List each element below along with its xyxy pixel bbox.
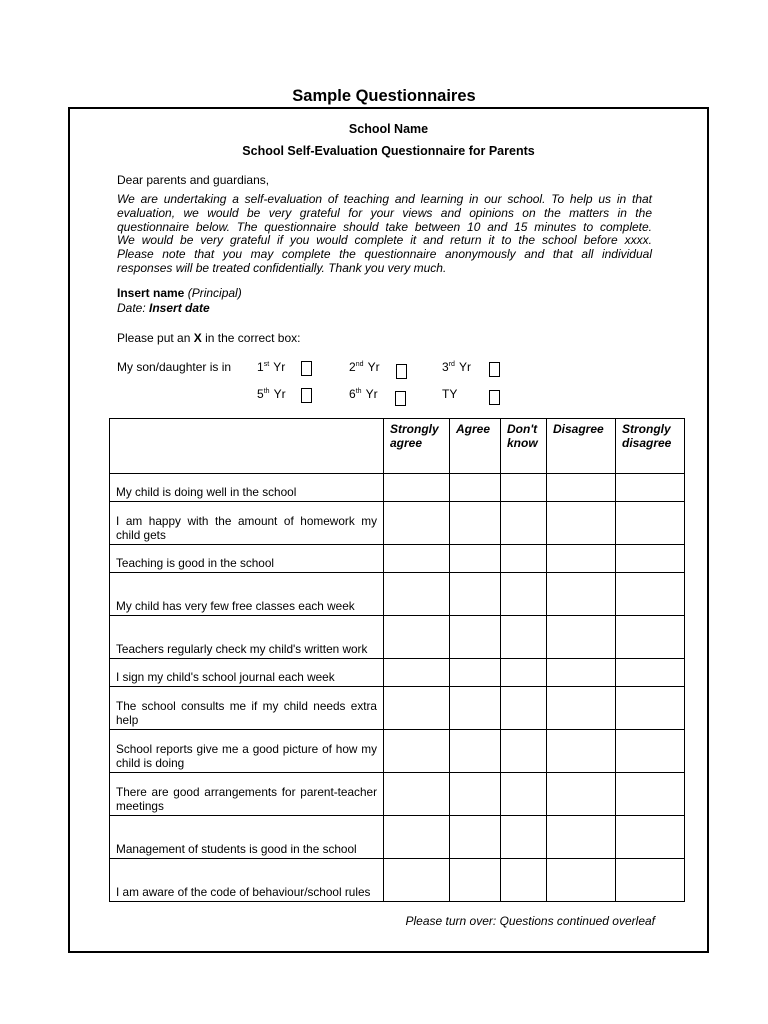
- year-num: 5: [257, 387, 264, 401]
- instruction-after: in the correct box:: [201, 331, 301, 345]
- response-cell[interactable]: [501, 859, 547, 902]
- response-cell[interactable]: [616, 573, 685, 616]
- column-header: Agree: [450, 419, 501, 474]
- year-num: TY: [442, 387, 458, 401]
- school-name: School Name: [348, 122, 429, 136]
- response-cell[interactable]: [384, 573, 450, 616]
- column-header: Strongly disagree: [616, 419, 685, 474]
- response-cell[interactable]: [547, 773, 616, 816]
- year-suffix: Yr: [362, 387, 378, 401]
- statement-cell: [110, 616, 384, 659]
- response-cell[interactable]: [501, 687, 547, 730]
- response-cell[interactable]: [501, 773, 547, 816]
- statement-text: The school consults me if my child needs extra help: [116, 699, 377, 727]
- statement-cell: [110, 545, 384, 573]
- intro-line: We would be very grateful if you would complete it and return it to the school before xxxx.: [117, 233, 652, 248]
- response-cell[interactable]: [384, 816, 450, 859]
- response-cell[interactable]: [384, 474, 450, 502]
- response-cell[interactable]: [450, 502, 501, 545]
- table-row: [110, 659, 685, 687]
- table-row: [110, 616, 685, 659]
- year-sup: st: [263, 361, 270, 368]
- table-row: [110, 573, 685, 616]
- year-num: 2: [349, 360, 356, 374]
- response-cell[interactable]: [616, 816, 685, 859]
- table-row: [110, 545, 685, 573]
- year-3-checkbox[interactable]: [489, 362, 500, 377]
- year-sup: nd: [355, 361, 364, 368]
- date-label: Date:: [117, 301, 150, 315]
- year-suffix: Yr: [270, 360, 286, 374]
- intro-line: questionnaire below. The questionnaire should take between 10 and 15 minutes to complete.: [117, 219, 652, 234]
- response-cell[interactable]: [616, 773, 685, 816]
- response-cell[interactable]: [501, 730, 547, 773]
- instruction: [117, 331, 300, 345]
- response-cell[interactable]: [384, 687, 450, 730]
- response-cell[interactable]: [450, 474, 501, 502]
- year-6-checkbox[interactable]: [395, 391, 406, 406]
- footer-note: Please turn over: Questions continued overleaf: [405, 914, 655, 928]
- year-option-5: [257, 387, 286, 401]
- year-option-2: [349, 360, 380, 374]
- date-value: Insert date: [149, 301, 210, 315]
- year-suffix: Yr: [455, 360, 472, 374]
- response-cell[interactable]: [616, 859, 685, 902]
- response-table: [109, 418, 685, 902]
- response-cell[interactable]: [450, 616, 501, 659]
- questionnaire-title: School Self-Evaluation Questionnaire for Parents: [242, 144, 535, 158]
- response-cell[interactable]: [616, 659, 685, 687]
- instruction-mark: X: [193, 331, 202, 345]
- response-cell[interactable]: [450, 730, 501, 773]
- response-cell[interactable]: [384, 773, 450, 816]
- table-header-row: [110, 419, 685, 474]
- table-row: [110, 859, 685, 902]
- intro-line: responses will be treated confidentially. Thank you very much.: [117, 260, 447, 275]
- statement-text: School reports give me a good picture of how my child is doing: [116, 742, 377, 770]
- column-header: Strongly agree: [384, 419, 450, 474]
- response-cell[interactable]: [547, 474, 616, 502]
- year-suffix: Yr: [270, 387, 286, 401]
- signature-name-bold: Insert name: [117, 286, 185, 300]
- response-cell[interactable]: [501, 816, 547, 859]
- intro-line: evaluation, we would be very grateful for your views and opinions on the matters in the: [117, 205, 652, 220]
- response-cell[interactable]: [547, 730, 616, 773]
- statement-text: My child has very few free classes each week: [116, 598, 355, 613]
- response-cell[interactable]: [450, 816, 501, 859]
- response-cell[interactable]: [547, 545, 616, 573]
- statement-text: Management of students is good in the school: [116, 841, 357, 856]
- response-cell[interactable]: [616, 687, 685, 730]
- statement-text: There are good arrangements for parent-teacher meetings: [116, 785, 377, 813]
- statement-cell: [110, 474, 384, 502]
- response-cell[interactable]: [450, 687, 501, 730]
- response-cell[interactable]: [384, 659, 450, 687]
- response-cell[interactable]: [547, 816, 616, 859]
- response-cell[interactable]: [501, 474, 547, 502]
- year-option-1: [257, 360, 285, 374]
- year-suffix: Yr: [364, 360, 380, 374]
- response-cell[interactable]: [450, 773, 501, 816]
- intro-paragraph: [117, 193, 652, 276]
- year-2-checkbox[interactable]: [396, 364, 407, 379]
- response-cell[interactable]: [616, 730, 685, 773]
- table-row: [110, 816, 685, 859]
- year-5-checkbox[interactable]: [301, 388, 312, 403]
- response-cell[interactable]: [384, 502, 450, 545]
- statement-cell: [110, 659, 384, 687]
- response-cell[interactable]: [501, 573, 547, 616]
- statement-cell: [110, 859, 384, 902]
- statement-cell: [110, 730, 384, 773]
- response-cell[interactable]: [547, 502, 616, 545]
- table-row: [110, 687, 685, 730]
- questionnaire-frame: [68, 107, 709, 953]
- response-cell[interactable]: [384, 545, 450, 573]
- response-cell[interactable]: [547, 859, 616, 902]
- statement-cell: [110, 773, 384, 816]
- year-option-6: [349, 387, 378, 401]
- response-cell[interactable]: [616, 474, 685, 502]
- year-option-ty: [442, 387, 457, 401]
- column-header: Disagree: [547, 419, 616, 474]
- intro-line: Please note that you may complete the questionnaire anonymously and that all individual: [117, 247, 652, 262]
- response-cell[interactable]: [450, 859, 501, 902]
- response-cell[interactable]: [384, 730, 450, 773]
- response-cell[interactable]: [547, 687, 616, 730]
- response-cell[interactable]: [501, 502, 547, 545]
- signature-role: (Principal): [184, 286, 242, 300]
- signature-name: [117, 286, 242, 300]
- year-sup: rd: [448, 361, 455, 368]
- salutation: Dear parents and guardians,: [117, 173, 270, 187]
- year-1-checkbox[interactable]: [301, 361, 312, 376]
- statement-text: I am happy with the amount of homework my child gets: [116, 514, 377, 542]
- response-cell[interactable]: [384, 859, 450, 902]
- statement-text: Teachers regularly check my child's written work: [116, 641, 368, 656]
- response-cell[interactable]: [616, 616, 685, 659]
- statement-cell: [110, 687, 384, 730]
- table-row: [110, 474, 685, 502]
- response-cell[interactable]: [501, 545, 547, 573]
- response-cell[interactable]: [501, 659, 547, 687]
- response-cell[interactable]: [450, 573, 501, 616]
- statement-cell: [110, 573, 384, 616]
- year-num: 3: [442, 360, 449, 374]
- statement-text: I sign my child's school journal each week: [116, 669, 335, 684]
- instruction-before: Please put an: [117, 331, 194, 345]
- page-title: Sample Questionnaires: [292, 87, 476, 105]
- year-label: My son/daughter is in: [117, 360, 232, 374]
- response-cell[interactable]: [450, 545, 501, 573]
- response-cell[interactable]: [547, 659, 616, 687]
- table-row: [110, 730, 685, 773]
- table-row: [110, 773, 685, 816]
- statement-cell: [110, 816, 384, 859]
- response-cell[interactable]: [547, 616, 616, 659]
- response-cell[interactable]: [616, 502, 685, 545]
- statement-cell: [110, 502, 384, 545]
- signature-date: [117, 301, 210, 315]
- response-cell[interactable]: [384, 616, 450, 659]
- year-num: 6: [349, 387, 356, 401]
- response-cell[interactable]: [547, 573, 616, 616]
- statement-text: My child is doing well in the school: [116, 484, 297, 499]
- year-sup: th: [355, 388, 362, 395]
- statement-text: I am aware of the code of behaviour/school rules: [116, 884, 371, 899]
- table-row: [110, 502, 685, 545]
- response-cell[interactable]: [450, 659, 501, 687]
- year-option-3: [442, 360, 471, 374]
- column-header: Don't know: [501, 419, 547, 474]
- year-sup: th: [263, 388, 270, 395]
- year-ty-checkbox[interactable]: [489, 390, 500, 405]
- year-num: 1: [257, 360, 264, 374]
- intro-line: We are undertaking a self-evaluation of teaching and learning in our school. To help us in that: [117, 192, 652, 206]
- statement-text: Teaching is good in the school: [116, 555, 275, 570]
- response-cell[interactable]: [616, 545, 685, 573]
- response-cell[interactable]: [501, 616, 547, 659]
- statement-header: [110, 419, 384, 474]
